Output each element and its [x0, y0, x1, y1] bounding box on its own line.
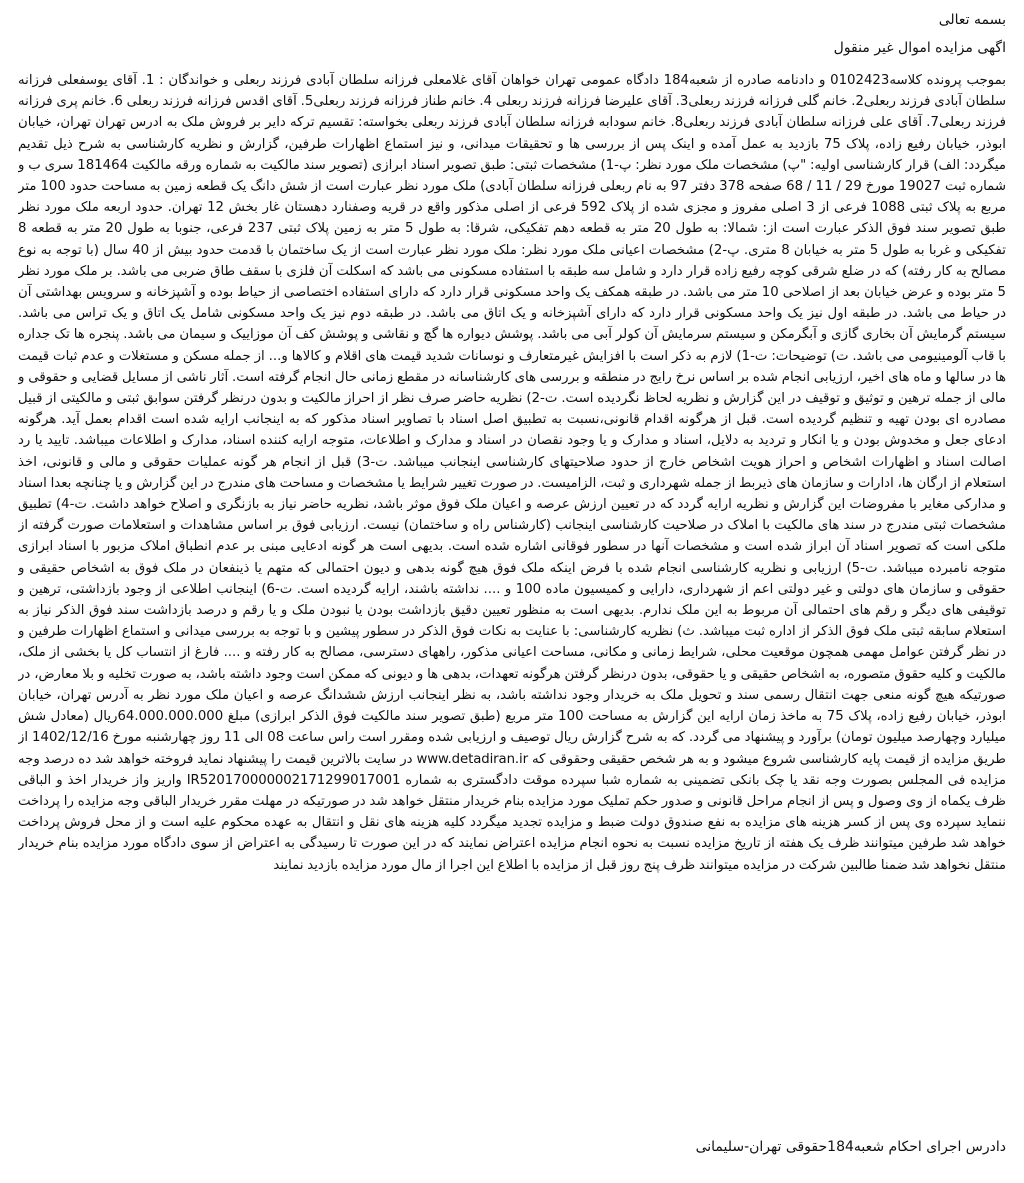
notice-body-text: بموجب پرونده کلاسه0102423 و دادنامه صادره از شعبه184 دادگاه عمومی تهران خواهان آقای غلامعلی فرزانه سلطان آبادی فرزند ربعلی و خواندگان : 1. آقای یوسفعلی فرزانه سلطان آبادی فرزند ربعلی2. خانم گلی فرزانه فرزند ربعلی3. آقای علیرضا فرزانه فرزند ربعلی 4. خانم طناز فرزانه فرزند ربعلی5. آقای اقدس فرزانه فرزند ربعلی 6. خانم پری فرزانه فرزند ربعلی7. آقای علی فرزانه سلطان آبادی فرزند ربعلی8. خانم سودابه فرزانه سلطان آبادی فرزند ربعلی بخواسته: تقسیم ترکه دایر بر فروش ملک به ادرس تهران تهران، خیابان ابوذر، خیابان رفیع زاده، پلاک 75 بازدید به عمل آمده و اینک پس از بررسی ها و تحقیقات میدانی، و نیز استماع اظهارات طرفین، گزارش و نظریه کارشناسی به شرح ذیل تقدیم میگردد: الف) قرار کارشناسی اولیه: "پ) مشخصات ملک مورد نظر: پ-1) مشخصات ثبتی: طبق تصویر اسناد ابرازی (تصویر سند مالکیت به شماره ورقه مالکیت 181464 سری ب و شماره ثبت 19027 مورخ 29 / 11 / 68 صفحه 378 دفتر 97 به نام ربعلی فرزانه سلطان آبادی) ملک مورد نظر عبارت است از شش دانگ یک قطعه زمین به مساحت حدود 100 متر مربع به پلاک ثبتی 1088 فرعی از 3 اصلی مفروز و مجزی شده از پلاک 592 فرعی از اصلی مذکور واقع در قریه وصفنارد دهستان غار بخش 12 تهران. حدود اربعه ملک مورد نظر طبق تصویر سند فوق الذکر عبارت است از: شمالا: به طول 20 متر به قطعه دهم تفکیکی، شرقا: به طول 5 متر به زمین پلاک ثبتی 237 فرعی، جنوبا به طول 20 متر به قطعه 8 تفکیکی و غربا به طول 5 متر به خیابان 8 متری. پ-2) مشخصات اعیانی ملک مورد نظر: ملک مورد نظر عبارت است از یک ساختمان با قدمت حدود بیش از 40 سال (با توجه به نوع مصالح به کار رفته) که در ضلع شرقی کوچه رفیع زاده قرار دارد و شامل سه طبقه با استفاده مسکونی می باشد که اسکلت آن فلزی با سقف طاق ضربی می باشد. بر ملک مورد نظر 5 متر بوده و عرض خیابان بعد از اصلاحی 10 متر می باشد. در طبقه همکف یک واحد مسکونی قرار دارد که دارای استفاده اختصاصی از حیاط بوده و آشپزخانه و سرویس بهداشتی آن در حیاط می باشد. در طبقه اول نیز یک واحد مسکونی قرار دارد که دارای آشپزخانه و یک اتاق می باشد. در طبقه دوم نیز یک واحد مسکونی شامل یک اتاق و یک تراس می باشد. سیستم گرمایش آن بخاری گازی و آبگرمکن و سیستم سرمایش آن کولر آبی می باشد. پوشش دیواره ها گچ و نقاشی و پوشش کف آن موزاییک و سیمان می باشد. پنجره ها تک جداره با قاب آلومینیومی می باشد. ت) توضیحات: ت-1) لازم به ذکر است با افزایش غیرمتعارف و نوسانات شدید قیمت های اقلام و کالاها و... از جمله مسکن و مستغلات و عدم ثبات قیمت ها در سالها و ماه های اخیر، ارزیابی انجام شده بر اساس نرخ رایج در منطقه و بررسی های کارشناسانه در مقطع زمانی حال انجام گرفته است. آثار ناشی از مسایل قضایی و حقوقی و مالی از جمله ترهین و توثیق و توقیف در این گزارش و نظریه لحاظ نگردیده است. ت-2) نظریه حاضر صرف نظر از احراز مالکیت و بدون درنظر گرفتن سوابق ثبتی و مالکیتی از قبیل مصادره ای بودن تهیه و تنظیم گردیده است. قبل از هرگونه اقدام قانونی،نسبت به تطبیق اصل اسناد با تصاویر اسناد مذکور که به اینجانب ارایه شده است اقدام بعمل آید. هرگونه ادعای جعل و مخدوش بودن و یا انکار و تردید به دلایل، اسناد و مدارک و یا وجود نقصان در اسناد و مدارک و اطلاعات، متوجه ارایه کننده اسناد، مدارک و اطلاعات میباشد. تایید یا رد اصالت اسناد و اظهارات اشخاص و احراز هویت اشخاص خارج از حدود صلاحیتهای کارشناسی اینجانب میباشد. ت-3) قبل از انجام هر گونه عملیات حقوقی و مالی و قانونی، اخذ استعلام از ارگان ها، ادارات و سازمان های ذیربط از جمله شهرداری و ثبت، الزامیست. در صورت تغییر شرایط یا مشخصات و مساحت های مندرج در این گزارش و یا چنانچه بعدا اسناد و مدارکی مغایر با مفروضات این گزارش و نظریه ارایه گردد که در تعیین ارزش عرصه و اعیان ملک فوق موثر باشد، نظریه حاضر نیاز به بازنگری و اصلاح خواهد داشت. ت-4) تطبیق مشخصات ثبتی مندرج در سند های مالکیت با املاک در صلاحیت کارشناسی اینجانب (کارشناس راه و ساختمان) نیست. ارزیابی فوق بر اساس مشاهدات و استعلامات صورت گرفته از ملکی است که تصویر اسناد آن ابراز شده است و مشخصات آنها در سطور فوقانی اشاره شده است. بدیهی است هر گونه ادعایی مبنی بر عدم انطباق املاک مزبور با اسناد ابرازی متوجه نامبرده میباشد. ت-5) ارزیابی و نظریه کارشناسی انجام شده با فرض اینکه ملک فوق هیچ گونه بدهی و دیون احتمالی که متهم یا ذینفعان در ملک فوق به اشخاص حقیقی و حقوقی و سازمان های دولتی و غیر دولتی اعم از شهرداری، دارایی و کمیسیون ماده 100 و .... نداشته باشند، ارایه گردیده است. ت-6) اینجانب اطلاعی از وجود بازداشتی، ترهین و توقیفی های دیگر و رقم های احتمالی آن مربوط به این ملک ندارم. بدیهی است به منظور تعیین دقیق بازداشت بودن یا نبودن ملک و یا رقم و درصد بازداشت سند فوق الذکر نیاز به استعلام سابقه ثبتی ملک فوق الذکر از اداره ثبت میباشد. ث) نظریه کارشناسی: با عنایت به نکات فوق الذکر در سطور پیشین و با توجه به بررسی میدانی و استماع اظهارات طرفین و در نظر گرفتن عوامل مهمی همچون موقعیت محلی، شرایط زمانی و مکانی، مساحت اعیانی مذکور، راههای دسترسی، مصالح به کار رفته و .... فارغ از انتساب کل یا بخشی از ملک، مالکیت و کلیه حقوق متصوره، به اشخاص حقیقی و یا حقوقی، بدون درنظر گرفتن هرگونه تعهدات، بدهی ها و دیونی که ممکن است وجود داشته باشد، به صورت تخلیه و بلا معارض، در صورتیکه هیچ گونه منعی جهت انتقال رسمی سند و تحویل ملک به خریدار وجود نداشته باشد، به نظر اینجانب ارزش ششدانگ عرصه و اعیان ملک مورد نظر به آدرس تهران، خیابان ابوذر، خیابان رفیع زاده، پلاک 75 به ماخذ زمان ارایه این گزارش به مساحت 100 متر مربع (طبق تصویر سند مالکیت فوق الذکر ابرازی) مبلغ 64.000.000.000ریال (معادل شش میلیارد وچهارصد میلیون تومان) برآورد و پیشنهاد می گردد. که به شرح گزارش ریال توصیف و ارزیابی شده ومقرر است راس ساعت 08 الی 11 روز چهارشنبه مورخ 1402/12/16 از طریق مزایده از قیمت پایه کارشناسی شروع میشود و به هر شخص حقیقی وحقوقی که www.detadiran.ir در سایت بالاترین قیمت را پیشنهاد نماید فروخته خواهد شد ده درصد وجه مزایده فی المجلس بصورت وجه نقد یا چک بانکی تضمینی به شماره شبا سپرده موقت دادگستری به شماره IR520170000002171299017001 واریز واز خریدار اخذ و الباقی ظرف یکماه از وی وصول و پس از انجام مراحل قانونی و صدور حکم تملیک مورد مزایده بنام خریدار منتقل خواهد شد در صورتیکه در مهلت مقرر خریدار الباقی وجه مزایده را پرداخت ننماید سپرده وی پس از کسر هزینه های مزایده به نفع صندوق دولت ضبط و مزایده تجدید میگردد کلیه هزینه های نقل و انتقال به عهده محکوم علیه است و از محل فروش پرداخت خواهد شد طرفین میتوانند ظرف یک هفته از تاریخ مزایده نسبت به نحوه انجام مزایده اعتراض نمایند که در این صورت تا رسیدگی به اعتراض از سوی دادگاه مورد مزایده بنام خریدار منتقل نخواهد شد ضمنا طالبین شرکت در مزایده میتوانند ظرف پنج روز قبل از مزایده با اطلاع این اجرا از مال مورد مزایده بازدید نمایند	[18, 73, 1006, 873]
notice-signature: دادرس اجرای احکام شعبه184حقوقی تهران-سلیمانی	[695, 1139, 1006, 1155]
basmala-heading: بسمه تعالی	[938, 12, 1006, 28]
notice-title: اگهی مزایده اموال غیر منقول	[833, 40, 1006, 56]
